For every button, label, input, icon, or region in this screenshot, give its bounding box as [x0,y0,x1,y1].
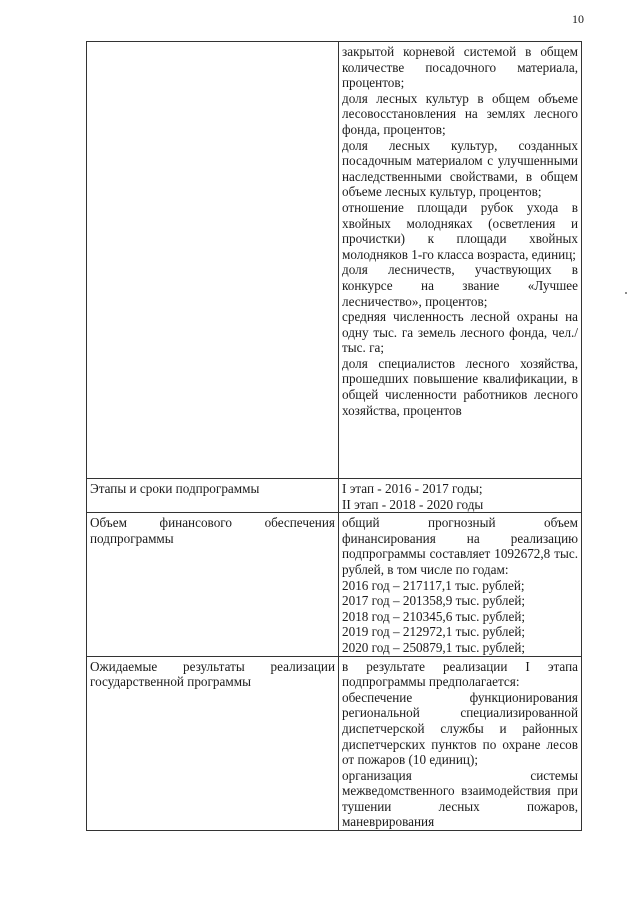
value-line: средняя численность лесной охраны на одну тыс. га земель лесного фонда, чел./тыс. га; [342,309,578,356]
table-row [87,42,582,479]
value-line: 2019 год – 212972,1 тыс. рублей; [342,624,526,640]
row-value-cell [339,513,582,656]
row-value-cell [339,42,582,479]
value-line: организация системы межведомственного взаимодействия при тушении лесных пожаров, маневрирования [342,767,578,830]
table-row [87,656,582,831]
value-line: общий прогнозный объем финансирования на реализацию подпрограммы составляет 1092672,8 тыс. рублей, в том числе по годам: [342,515,578,577]
value-line: доля лесных культур, созданных посадочным материалом с улучшенными наследственными свойствами, в общем объеме лесных культур, процентов; [342,137,578,200]
value-line: II этап - 2018 - 2020 годы [342,496,484,512]
value-line: в результате реализации I этапа подпрограммы предполагается: [342,658,578,690]
scan-speck [625,292,627,294]
row-label-cell [87,42,339,479]
value-line: I этап - 2016 - 2017 годы; [342,481,483,496]
row-label: Объем финансового обеспечения подпрограммы [90,515,335,546]
row-label: Этапы и сроки подпрограммы [90,481,260,496]
value-line: отношение площади рубок ухода в хвойных молодняках (осветления и прочистки) к площади хвойных молодняков 1-го класса возраста, единиц; [342,199,578,262]
value-line: 2018 год – 210345,6 тыс. рублей; [342,608,526,624]
table-row [87,479,582,513]
value-line: доля специалистов лесного хозяйства, прошедших повышение квалификации, в общей численности работников лесного хозяйства, процентов [342,355,578,418]
row-label-cell [87,513,339,656]
value-line: 2016 год – 217117,1 тыс. рублей; [342,577,525,593]
value-line: 2017 год – 201358,9 тыс. рублей; [342,593,526,609]
row-label: Ожидаемые результаты реализации государственной программы [90,658,335,690]
program-table [86,41,582,831]
row-value-cell [339,656,582,831]
value-line: доля лесных культур в общем объеме лесовосстановления на землях лесного фонда, процентов; [342,90,578,137]
value-line: закрытой корневой системой в общем количестве посадочного материала, процентов; [342,44,578,91]
row-label-cell [87,479,339,513]
value-line: 2020 год – 250879,1 тыс. рублей; [342,639,526,655]
row-label-cell [87,656,339,831]
table-row [87,513,582,656]
row-value-cell [339,479,582,513]
page-number: 10 [572,12,584,26]
value-line: обеспечение функционирования региональной специализированной диспетчерской службы и районных диспетчерских пунктов по охране лесов от пожаров (10 единиц); [342,689,578,768]
value-line: доля лесничеств, участвующих в конкурсе на звание «Лучшее лесничество», процентов; [342,262,578,309]
